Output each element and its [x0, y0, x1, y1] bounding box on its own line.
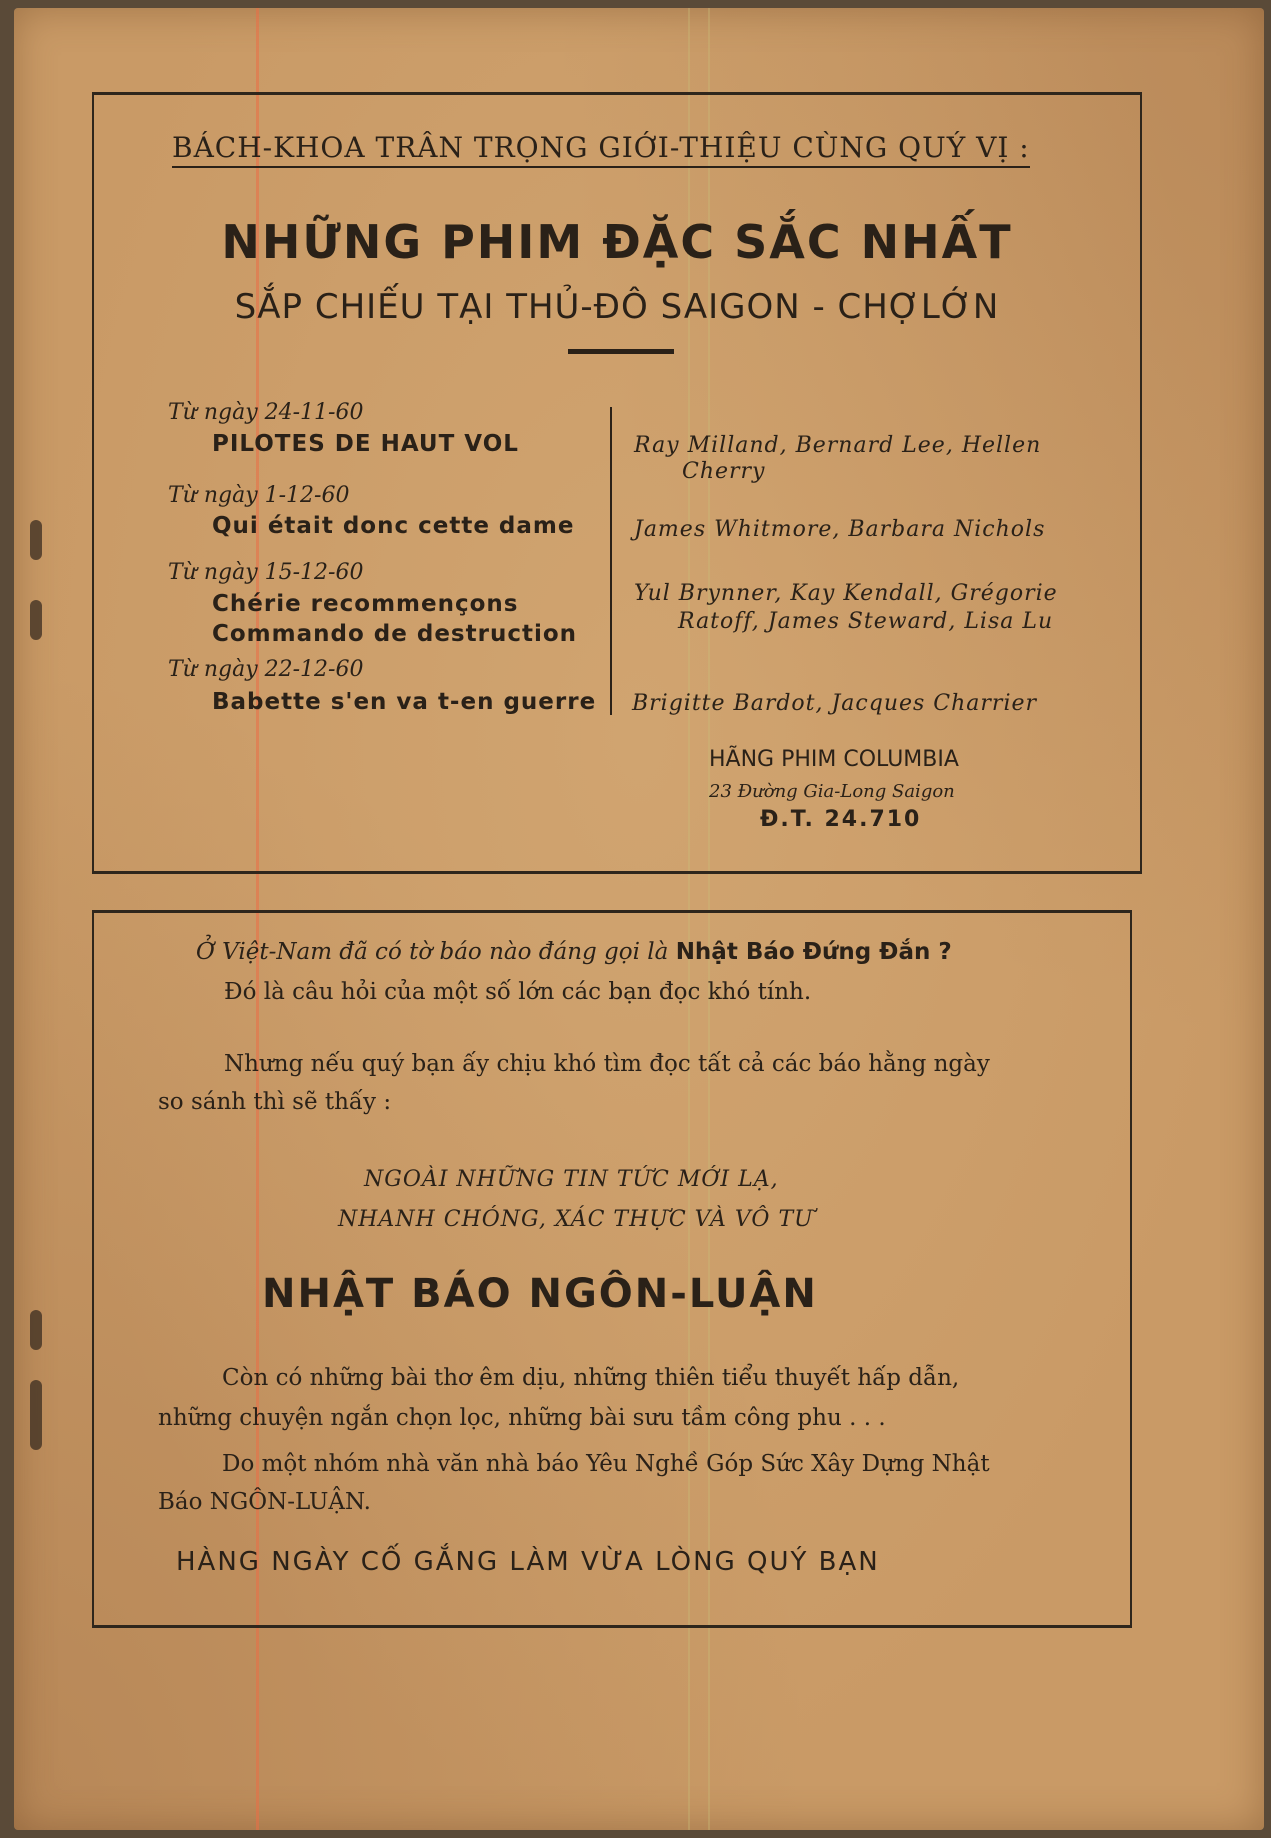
decorative-rule: [568, 349, 674, 354]
film-cast: James Whitmore, Barbara Nichols: [634, 517, 1046, 542]
paragraph-line: Còn có những bài thơ êm dịu, những thiên tiểu thuyết hấp dẫn,: [222, 1365, 960, 1391]
intro-line: BÁCH-KHOA TRÂN TRỌNG GIỚI-THIỆU CÙNG QUÝ VỊ :: [172, 131, 1030, 168]
closing-slogan: HÀNG NGÀY CỐ GẮNG LÀM VỪA LÒNG QUÝ BẠN: [176, 1547, 880, 1577]
studio-name: HÃNG PHIM COLUMBIA: [709, 747, 959, 772]
paragraph-line: những chuyện ngắn chọn lọc, những bài sưu tầm công phu . . .: [158, 1405, 886, 1431]
question-line: [196, 939, 952, 965]
paragraph-line: Báo NGÔN-LUẬN.: [158, 1489, 371, 1515]
screening-date: Từ ngày 22-12-60: [168, 657, 364, 682]
newspaper-name: NHẬT BÁO NGÔN-LUẬN: [262, 1271, 818, 1317]
column-divider: [610, 407, 612, 715]
film-title: Qui était donc cette dame: [212, 513, 575, 539]
film-cast-continued: Cherry: [682, 459, 766, 484]
slogan-line: NHANH CHÓNG, XÁC THỰC VÀ VÔ TƯ: [338, 1207, 814, 1232]
film-cast: Ray Milland, Bernard Lee, Hellen: [634, 433, 1042, 458]
paragraph-line: so sánh thì sẽ thấy :: [158, 1089, 392, 1115]
binding-hole: [30, 600, 42, 640]
headline: NHỮNG PHIM ĐẶC SẮC NHẤT: [221, 215, 1013, 269]
binding-hole: [30, 1380, 42, 1450]
paragraph-line: Đó là câu hỏi của một số lớn các bạn đọc khó tính.: [224, 979, 812, 1005]
studio-address: 23 Đường Gia-Long Saigon: [709, 781, 955, 802]
film-cast: Yul Brynner, Kay Kendall, Grégorie: [634, 581, 1058, 606]
slogan-line: NGOÀI NHỮNG TIN TỨC MỚI LẠ,: [364, 1167, 779, 1192]
screening-date: Từ ngày 15-12-60: [168, 560, 364, 585]
film-title: PILOTES DE HAUT VOL: [212, 431, 519, 457]
screening-date: Từ ngày 24-11-60: [168, 400, 364, 425]
film-title: Commando de destruction: [212, 621, 578, 647]
studio-phone: Đ.T. 24.710: [760, 807, 922, 832]
newspaper-ad-box: [92, 910, 1132, 1628]
question-text: Ở Việt-Nam đã có tờ báo nào đáng gọi là: [196, 939, 669, 965]
film-announcement-box: [92, 92, 1142, 874]
paragraph-line: Nhưng nếu quý bạn ấy chịu khó tìm đọc tất cả các báo hằng ngày: [224, 1051, 990, 1077]
film-title: Chérie recommençons: [212, 591, 519, 617]
binding-hole: [30, 520, 42, 560]
screening-date: Từ ngày 1-12-60: [168, 483, 350, 508]
subheadline: SẮP CHIẾU TẠI THỦ-ĐÔ SAIGON - CHỢLỚN: [234, 287, 1000, 327]
question-highlight: Nhật Báo Đứng Đắn ?: [675, 939, 952, 965]
paragraph-line: Do một nhóm nhà văn nhà báo Yêu Nghề Góp Sức Xây Dựng Nhật: [222, 1451, 990, 1477]
film-title: Babette s'en va t-en guerre: [212, 689, 597, 715]
film-cast-continued: Ratoff, James Steward, Lisa Lu: [678, 609, 1054, 634]
film-cast: Brigitte Bardot, Jacques Charrier: [632, 691, 1038, 716]
binding-hole: [30, 1310, 42, 1350]
